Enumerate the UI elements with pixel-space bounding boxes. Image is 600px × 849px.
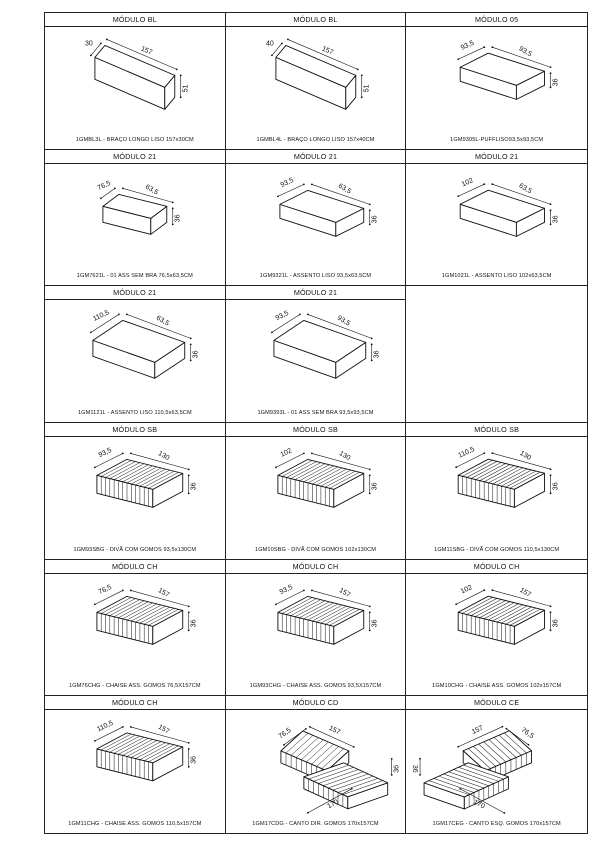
module-cell: [226, 560, 407, 697]
module-drawing: [45, 164, 225, 286]
module-cell: [406, 423, 587, 560]
dim-width: 170: [472, 799, 487, 811]
dim-height: 36: [552, 482, 560, 491]
dim-width: 93,5: [97, 447, 113, 460]
dim-height: 36: [190, 482, 198, 491]
module-header: [406, 286, 587, 299]
module-caption: 1GM11SBG - DIVÃ COM GOMOS 110,5x130CM: [434, 546, 560, 553]
dim-height: 36: [190, 756, 198, 765]
dim-height: 36: [552, 215, 560, 223]
isometric-drawing: [226, 574, 406, 696]
module-header: MÓDULO BL: [226, 13, 406, 27]
module-drawing: [406, 574, 587, 696]
module-header: MÓDULO SB: [45, 423, 225, 437]
module-drawing: [226, 710, 406, 833]
module-cell: [226, 13, 407, 150]
module-cell: [226, 286, 407, 423]
dim-depth-b: 76,5: [277, 727, 293, 741]
dim-width: 102: [461, 176, 475, 189]
dim-height: 36: [371, 619, 379, 627]
dim-width: 157: [320, 45, 334, 57]
module-drawing: [45, 300, 225, 422]
dim-width: 93,5: [460, 39, 476, 52]
module-header: MÓDULO CH: [406, 560, 587, 574]
module-caption: 1GM93CHG - CHAISE ASS. GOMOS 93,5X157CM: [249, 683, 382, 690]
module-drawing: [406, 710, 587, 833]
dim-depth: 40: [265, 40, 274, 48]
module-header: MÓDULO 21: [226, 150, 406, 164]
module-drawing: [226, 437, 406, 559]
dim-depth: 130: [518, 449, 533, 462]
module-caption: 1GM1121L - ASSENTO LISO 110,5x63,5CM: [77, 410, 192, 416]
dim-depth: 130: [156, 450, 171, 463]
dim-depth: 157: [518, 586, 533, 599]
module-header: MÓDULO 21: [406, 150, 587, 164]
dim-height: 36: [393, 765, 401, 774]
isometric-drawing: [226, 27, 406, 149]
dim-depth: 63,5: [143, 183, 160, 197]
module-header: MÓDULO BL: [45, 13, 225, 27]
module-caption: 1GM93SBG - DIVÃ COM GOMOS 93,5x130CM: [73, 546, 197, 553]
module-header: MÓDULO CH: [45, 560, 225, 574]
isometric-drawing: [406, 164, 587, 286]
module-header: MÓDULO 21: [45, 150, 225, 164]
dim-width: 102: [460, 583, 474, 596]
module-drawing: [406, 437, 587, 559]
module-drawing: [45, 574, 225, 696]
module-cell: [226, 696, 407, 833]
dim-depth: 63,5: [336, 182, 352, 196]
isometric-drawing: [45, 710, 225, 833]
isometric-drawing: [45, 164, 225, 286]
module-cell: [45, 13, 226, 150]
module-cell: [406, 150, 587, 287]
dim-depth: 63,5: [517, 182, 534, 196]
module-cell: [45, 423, 226, 560]
module-cell: [406, 13, 587, 150]
module-cell: [45, 696, 226, 833]
dim-width: 93,5: [274, 310, 290, 323]
dim-height: 36: [371, 482, 379, 491]
dim-height: 51: [363, 84, 371, 93]
module-header: MÓDULO 05: [406, 13, 587, 27]
dim-height: 36: [552, 78, 560, 87]
dim-height: 36: [411, 765, 419, 774]
module-caption: 1GM76CHG - CHAISE ASS. GOMOS 76,5X157CM: [68, 683, 201, 690]
dim-width: 110,5: [92, 309, 111, 324]
dim-height: 36: [192, 350, 200, 359]
module-caption: 1GM10CHG - CHAISE ASS. GOMOS 102x157CM: [432, 683, 562, 690]
dim-height: 51: [182, 84, 190, 93]
dim-width: 157: [139, 45, 154, 57]
dim-height: 36: [373, 350, 381, 359]
dim-width: 76,5: [97, 583, 113, 596]
dim-depth: 30: [85, 40, 93, 48]
module-cell: [226, 150, 407, 287]
module-header: MÓDULO 21: [226, 286, 406, 300]
module-caption: 1GM9321L - ASSENTO LISO 93,5x63,5CM: [259, 273, 372, 280]
module-cell: [45, 560, 226, 697]
module-cell: [226, 423, 407, 560]
dim-depth: 157: [471, 725, 485, 737]
dim-width: 102: [279, 447, 293, 459]
dim-width: 76,5: [96, 179, 112, 192]
module-drawing: [45, 710, 225, 833]
module-drawing: [226, 574, 406, 696]
isometric-drawing: [406, 574, 587, 696]
module-cell: [406, 696, 587, 833]
module-drawing: [226, 27, 406, 149]
module-header: MÓDULO SB: [226, 423, 406, 437]
dim-depth: 130: [337, 450, 351, 463]
module-caption: 1GM17CDG - CANTO DIR. GOMOS 170x157CM: [252, 821, 379, 827]
module-cell: [406, 286, 587, 423]
module-cell: [406, 560, 587, 697]
module-drawing: [406, 299, 587, 422]
dim-height: 36: [371, 215, 379, 223]
module-caption: 1GM7621L - 01 ASS SEM BRA 76,5x63,5CM: [76, 273, 193, 280]
isometric-drawing: [45, 300, 225, 422]
isometric-drawing: [406, 710, 587, 833]
dim-width: 110,5: [96, 720, 115, 734]
module-drawing: [226, 300, 406, 422]
module-header: MÓDULO CH: [226, 560, 406, 574]
module-caption: 1GM17CEG - CANTO ESQ. GOMOS 170x157CM: [432, 821, 561, 827]
dim-height: 36: [190, 619, 198, 627]
module-caption: 1GMBL3L - BRAÇO LONGO LISO 157x30CM: [75, 136, 194, 143]
dim-depth-b: 76,5: [520, 727, 536, 741]
module-header: MÓDULO CH: [45, 696, 225, 710]
dim-width: 110,5: [457, 446, 477, 460]
isometric-drawing: [406, 299, 587, 422]
module-caption: 1GMBL4L - BRAÇO LONGO LISO 157x40CM: [256, 136, 375, 143]
module-drawing: [226, 164, 406, 286]
module-header: MÓDULO CE: [406, 696, 587, 710]
isometric-drawing: [45, 27, 225, 149]
module-header: MÓDULO 21: [45, 286, 225, 300]
dim-depth: 157: [327, 725, 341, 737]
module-header: MÓDULO SB: [406, 423, 587, 437]
module-caption: 1GM11CHG - CHAISE ASS. GOMOS 110,5x157CM: [68, 821, 202, 827]
module-cell: [45, 150, 226, 287]
dim-width: 93,5: [279, 176, 295, 189]
isometric-drawing: [226, 437, 406, 559]
dim-height: 36: [174, 214, 182, 222]
dim-depth: 157: [337, 586, 351, 599]
catalog-sheet: [44, 12, 588, 834]
dim-depth: 157: [156, 724, 171, 736]
module-grid: [45, 13, 587, 833]
dim-depth: 63,5: [154, 315, 171, 328]
isometric-drawing: [45, 574, 225, 696]
module-drawing: [406, 27, 587, 149]
isometric-drawing: [226, 164, 406, 286]
isometric-drawing: [406, 27, 587, 149]
module-caption: 1GM9305L-PUFFLISO93,5x93,5CM: [450, 136, 544, 143]
dim-depth: 157: [156, 586, 171, 599]
module-caption: 1GM1021L - ASSENTO LISO 102x63,5CM: [441, 273, 552, 280]
module-header: MÓDULO CD: [226, 696, 406, 710]
dim-width: 170: [325, 798, 340, 811]
isometric-drawing: [406, 437, 587, 559]
module-caption: 1GM10SBG - DIVÃ COM GOMOS 102x130CM: [254, 546, 376, 553]
isometric-drawing: [226, 300, 406, 422]
dim-height: 36: [552, 619, 560, 627]
module-drawing: [45, 437, 225, 559]
module-cell: [45, 286, 226, 423]
module-drawing: [45, 27, 225, 149]
module-caption: 1GM9393L - 01 ASS SEM BRA 93,5x93,5CM: [257, 410, 374, 416]
module-drawing: [406, 164, 587, 286]
dim-width: 93,5: [278, 583, 294, 596]
dim-depth: 93,5: [335, 315, 351, 328]
dim-depth: 93,5: [517, 45, 534, 59]
isometric-drawing: [45, 437, 225, 559]
isometric-drawing: [226, 710, 406, 833]
